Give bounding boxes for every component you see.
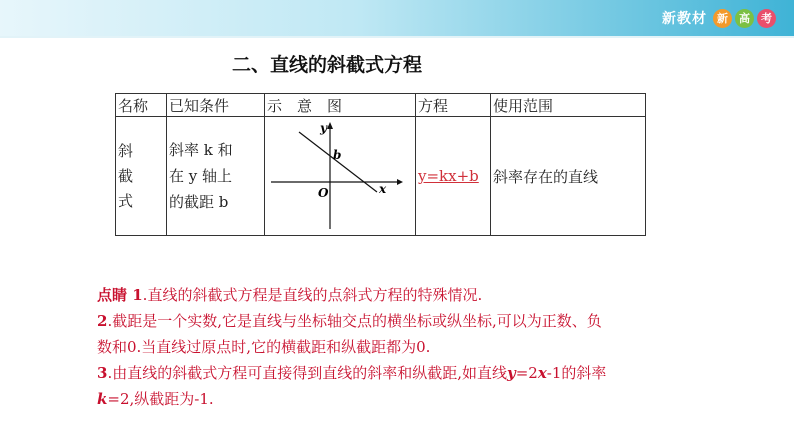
note-3-number: 3 [97,364,108,382]
note-1-prefix: 点睛 1 [97,286,143,304]
y-axis-arrow [327,122,333,129]
name-char: 式 [118,191,134,210]
note-3-continued [97,386,697,412]
header-figure: 示 意 图 [265,94,416,117]
x-axis-arrow [397,179,403,185]
cell-name [116,117,167,236]
note-3-text-b: =2,纵截距为-1. [107,390,214,408]
condition-line: 在 y 轴上 [169,167,233,185]
y-axis-label: y [320,121,327,135]
note-3-eq-mid: =2 [515,364,538,382]
table-row [116,117,646,236]
cell-condition [167,117,265,236]
brand-circle-kao: 考 [757,9,776,28]
banner-accent-line [0,36,794,38]
condition-line: 的截距 b [169,193,229,211]
slope-intercept-table [115,93,646,236]
note-1-text: .直线的斜截式方程是直线的点斜式方程的特殊情况. [142,286,483,304]
note-2-text-a: .截距是一个实数,它是直线与坐标轴交点的横坐标或纵坐标,可以为正数、负 [107,312,602,330]
condition-line: 斜率 k 和 [169,141,233,159]
origin-label: O [318,186,329,200]
name-char: 斜 [118,141,134,160]
x-axis-label: x [379,182,387,196]
header-condition: 已知条件 [167,94,265,117]
note-3-k: k [97,390,108,408]
note-3-eq-x: x [537,364,547,382]
note-2-continued [97,334,697,360]
note-2 [97,308,697,334]
brand-text: 新教材 [662,11,707,27]
note-3-eq-end: -1的斜率 [546,364,607,382]
notes-block [97,282,697,412]
header-equation: 方程 [416,94,491,117]
header-name: 名称 [116,94,167,117]
note-2-number: 2 [97,312,108,330]
slope-intercept-diagram [267,117,413,235]
cell-figure [265,117,416,236]
brand-logo [662,7,776,29]
note-2-text-b: 数和0.当直线过原点时,它的横截距和纵截距都为0. [97,338,431,356]
intercept-label: b [333,148,342,162]
cell-equation [416,117,491,236]
table-header-row [116,94,646,117]
brand-circle-gao: 高 [735,9,754,28]
header-scope: 使用范围 [491,94,646,117]
cell-scope: 斜率存在的直线 [491,117,646,236]
equation-text: y=kx+b [418,167,479,185]
note-3-eq-y: y [506,364,516,382]
note-1 [97,282,697,308]
name-char: 截 [118,166,134,185]
section-title: 二、直线的斜截式方程 [232,54,423,76]
brand-circle-xin: 新 [713,9,732,28]
example-line [299,132,377,192]
note-3 [97,360,697,386]
note-3-text-a: .由直线的斜截式方程可直接得到直线的斜率和纵截距,如直线 [107,364,507,382]
